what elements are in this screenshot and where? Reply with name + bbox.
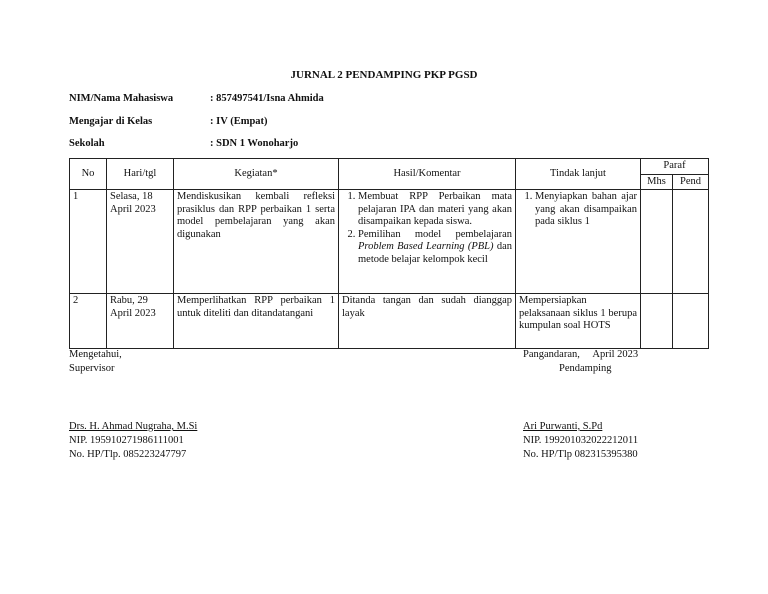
hasil-item: 2. Pemilihan model pembelajaran Problem Based Learning (PBL) dan metode belajar kelompok kecil	[358, 229, 512, 267]
meta-value-kelas: : IV (Empat)	[210, 116, 268, 127]
row-no: 1	[70, 190, 107, 294]
table-row	[70, 190, 709, 294]
footer-left-role: Supervisor	[69, 363, 115, 374]
hasil-item: 1. Membuat RPP Perbaikan mata pelajaran IPA dan materi yang akan disampaikan kepada siswa.	[358, 191, 512, 229]
row-paraf-mhs	[641, 190, 673, 294]
header-mhs: Mhs	[641, 174, 673, 190]
meta-value-nim: : 857497541/Isna Ahmida	[210, 93, 324, 104]
footer-right-role: Pendamping	[559, 363, 612, 374]
meta-label-sekolah: Sekolah	[69, 138, 105, 149]
supervisor-nip: NIP. 195910271986111001	[69, 435, 184, 446]
document-title: JURNAL 2 PENDAMPING PKP PGSD	[290, 69, 478, 81]
pendamping-name: Ari Purwanti, S.Pd	[523, 421, 603, 432]
supervisor-phone: No. HP/Tlp. 085223247797	[69, 449, 187, 460]
footer-left-mengetahui: Mengetahui,	[69, 349, 122, 360]
header-hari: Hari/tgl	[107, 159, 174, 190]
row-kegiatan: Mendiskusikan kembali refleksi prasiklus dan RPP perbaikan 1 serta model pembelajaran yang akan digunakan	[174, 190, 339, 294]
row-tindak	[516, 190, 641, 294]
supervisor-name: Drs. H. Ahmad Nugraha, M.Si	[69, 421, 198, 432]
meta-value-sekolah: : SDN 1 Wonoharjo	[210, 138, 299, 149]
pendamping-phone: No. HP/Tlp 082315395380	[523, 449, 638, 460]
row-hari: Selasa, 18 April 2023	[107, 190, 174, 294]
header-kegiatan: Kegiatan*	[174, 159, 339, 190]
header-tindak: Tindak lanjut	[516, 159, 641, 190]
row-kegiatan: Memperlihatkan RPP perbaikan 1 untuk diteliti dan ditandatangani	[174, 294, 339, 349]
header-hasil: Hasil/Komentar	[339, 159, 516, 190]
row-paraf-pend	[673, 190, 709, 294]
tindak-item: 1. Menyiapkan bahan ajar yang akan disampaikan pada siklus 1	[535, 191, 637, 229]
header-paraf: Paraf	[641, 159, 709, 175]
row-no: 2	[70, 294, 107, 349]
header-no: No	[70, 159, 107, 190]
row-hasil	[339, 190, 516, 294]
row-paraf-mhs	[641, 294, 673, 349]
pendamping-nip: NIP. 199201032022212011	[523, 435, 639, 446]
footer-right-place-date: Pangandaran, April 2023	[523, 349, 639, 360]
meta-label-nim: NIM/Nama Mahasiswa	[69, 93, 174, 104]
row-hasil: Ditanda tangan dan sudah dianggap layak	[339, 294, 516, 349]
journal-table	[69, 158, 709, 349]
table-row	[70, 294, 709, 349]
meta-label-kelas: Mengajar di Kelas	[69, 116, 153, 127]
header-pend: Pend	[673, 174, 709, 190]
row-paraf-pend	[673, 294, 709, 349]
row-tindak: Mempersiapkan pelaksanaan siklus 1 berupa kumpulan soal HOTS	[516, 294, 641, 349]
row-hari: Rabu, 29 April 2023	[107, 294, 174, 349]
